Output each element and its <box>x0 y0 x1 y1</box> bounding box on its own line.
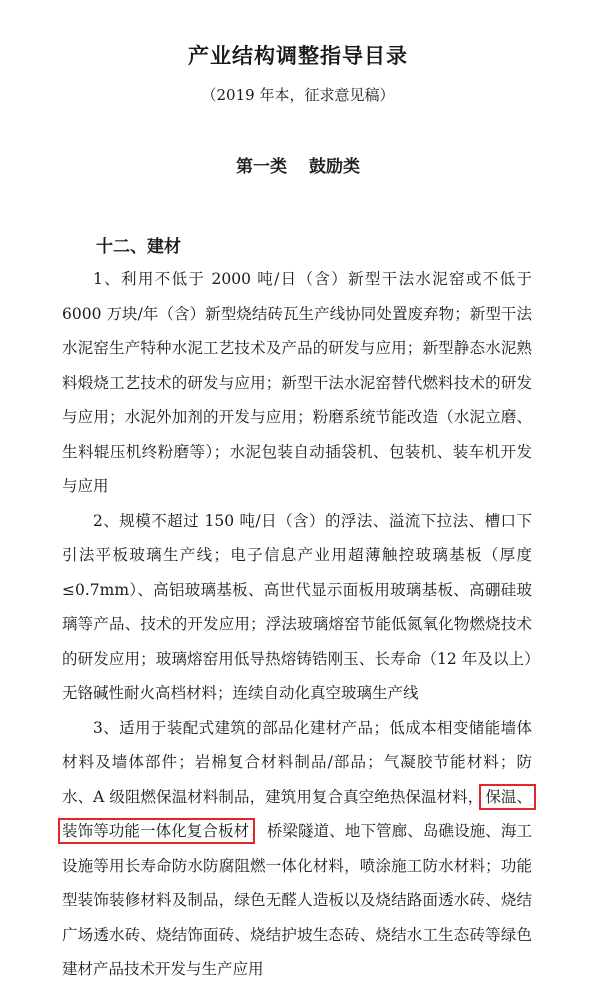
paragraph-3-text-after: ，桥梁隧道、地下管廊、岛礁设施、海工设施等用长寿命防水防腐阻燃一体化材料，喷涂施工防水材料；功能型装饰装修材料及制品，绿色无醛人造板以及烧结路面透水砖、烧结广场透水砖、烧结饰面砖、烧结护坡生态砖、烧结水工生态砖等绿色建材产品技术开发与生产应用 <box>62 822 532 978</box>
body-text <box>62 262 532 987</box>
section-number: 第一类 <box>236 157 287 177</box>
paragraph-2: 2、规模不超过 150 吨/日（含）的浮法、溢流下拉法、槽口下引法平板玻璃生产线；电子信息产业用超薄触控玻璃基板（厚度≤0.7mm）、高铝玻璃基板、高世代显示面板用玻璃基板、高硼硅玻璃等产品、技术的开发应用；浮法玻璃熔窑节能低氮氧化物燃烧技术的研发应用；玻璃熔窑用低导热熔铸锆刚玉、长寿命（12 年及以上）无铬碱性耐火高档材料；连续自动化真空玻璃生产线 <box>62 511 532 702</box>
section-heading <box>0 152 596 177</box>
document-title: 产业结构调整指导目录 <box>188 43 408 68</box>
category-heading: 十二、建材 <box>96 237 181 257</box>
document-subtitle: （2019 年本，征求意见稿） <box>201 86 395 104</box>
paragraph-1: 1、利用不低于 2000 吨/日（含）新型干法水泥窑或不低于 6000 万块/年（含）新型烧结砖瓦生产线协同处置废弃物；新型干法水泥窑生产特种水泥工艺技术及产品的研发与应用；新型静态水泥熟料煅烧工艺技术的研发与应用；新型干法水泥窑替代燃料技术的研发与应用；水泥外加剂的开发与应用；粉磨系统节能改造（水泥立磨、生料辊压机终粉磨等）；水泥包装自动插袋机、包装机、装车机开发与应用 <box>62 270 532 495</box>
section-name: 鼓励类 <box>309 157 360 177</box>
paragraph-3-text-before: 3、适用于装配式建筑的部品化建材产品；低成本相变储能墙体材料及墙体部件；岩棉复合材料制品/部品；气凝胶节能材料；防水、A 级阻燃保温材料制品，建筑用复合真空绝热保温材料， <box>62 718 532 806</box>
paragraph-3 <box>62 711 532 987</box>
highlighted-phrase: 保温、装饰等功能一体化复合板材 <box>62 787 532 840</box>
